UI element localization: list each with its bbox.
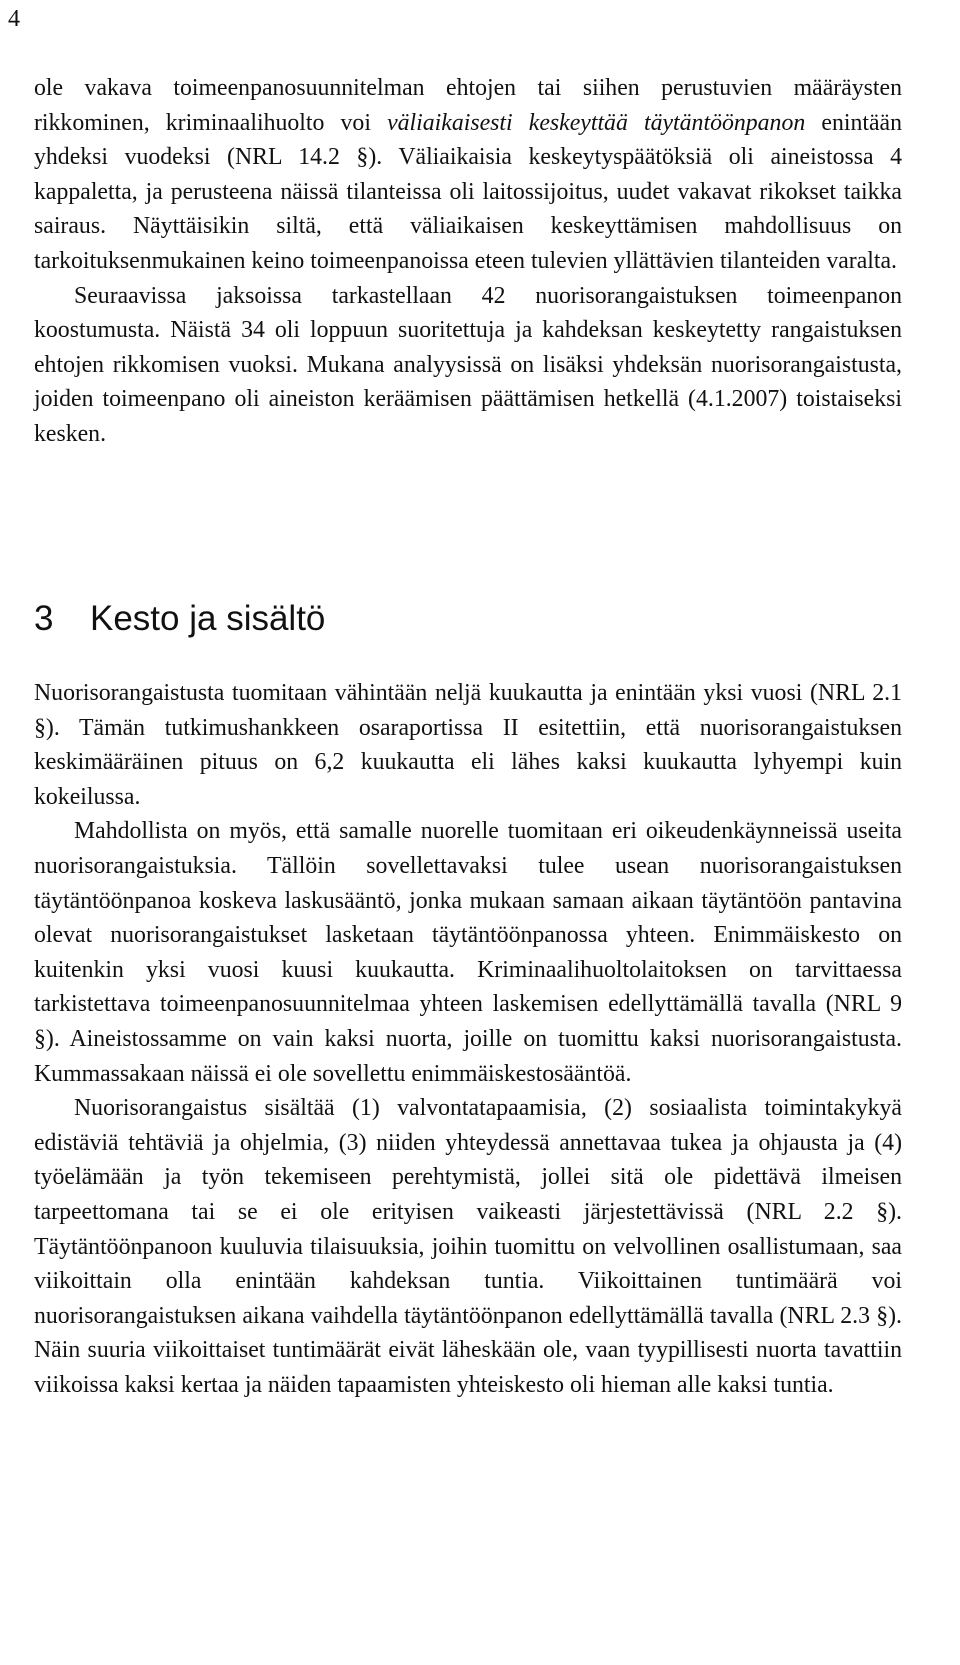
paragraph: Seuraavissa jaksoissa tarkastellaan 42 nuorisorangaistuksen toimeenpanon koostumusta. Näistä 34 oli loppuun suoritettuja ja kahdeksan keskeytetty rangaistuksen ehtojen rikkomisen vuoksi. Mukana analyysissä on lisäksi yhdeksän nuorisorangaistusta, joiden toimeenpano oli aineiston keräämisen päättämisen hetkellä (4.1.2007) toistaiseksi kesken. (34, 282, 902, 447)
paragraph-text: ole vakava toimeenpanosuunnitelman ehtojen tai siihen perustuvien määräysten rikkominen, kriminaalihuolto voi (34, 75, 902, 136)
section-number: 3 (34, 599, 54, 638)
paragraph: Mahdollista on myös, että samalle nuorelle tuomitaan eri oikeudenkäynneissä useita nuorisorangaistuksia. Tällöin sovellettavaksi tulee usean nuorisorangaistuksen täytäntöönpanoa koskeva laskusääntö, jonka mukaan samaan aikaan täytäntöön pantavina olevat nuorisorangaistukset lasketaan täytäntöönpanossa yhteen. Enimmäiskesto on kuitenkin yksi vuosi kuusi kuukautta. Kriminaalihuoltolaitoksen on tarvittaessa tarkistettava toimeenpanosuunnitelmaa yhteen laskemisen edellyttämällä tavalla (NRL 9 §). Aineistossamme on vain kaksi nuorta, joille on tuomittu kaksi nuorisorangaistusta. Kummassakaan näissä ei ole sovellettu enimmäiskestosääntöä. (34, 818, 902, 1087)
page-number: 4 (8, 6, 20, 32)
paragraph-text: enintään yhdeksi vuodeksi (NRL 14.2 §). Väliaikaisia keskeytyspäätöksiä oli aineistossa 4 kappaletta, ja perusteena näissä tilanteissa oli laitossijoitus, uudet vakavat rikokset taikka sairaus. Näyttäisikin siltä, että väliaikaisen keskeyttämisen mahdollisuus on tarkoituksenmukainen keino toimeenpanoissa eteen tulevien yllättävien tilanteiden varalta. (34, 109, 902, 274)
section-heading (34, 595, 325, 643)
bottom-text-block (34, 676, 902, 1402)
emphasized-text: väliaikaisesti keskeyttää täytäntöönpanon (387, 109, 806, 136)
paragraph (34, 71, 902, 279)
section-title: Kesto ja sisältö (90, 599, 326, 638)
paragraph: Nuorisorangaistus sisältää (1) valvontatapaamisia, (2) sosiaalista toimintakykyä edistäviä tehtäviä ja ohjelmia, (3) niiden yhteydessä annettavaa tukea ja ohjausta ja (4) työelämään ja työn tekemiseen perehtymistä, jollei sitä ole pidettävä ilmeisen tarpeettomana tai se ei ole erityisen vaikeasti järjestettävissä (NRL 2.2 §). Täytäntöönpanoon kuuluvia tilaisuuksia, joihin tuomittu on velvollinen osallistumaan, saa viikoittain olla enintään kahdeksan tuntia. Viikoittainen tuntimäärä voi nuorisorangaistuksen aikana vaihdella täytäntöönpanon edellyttämällä tavalla (NRL 2.3 §). Näin suuria viikoittaiset tuntimäärät eivät läheskään ole, vaan tyypillisesti nuorta tavattiin viikoissa kaksi kertaa ja näiden tapaamisten yhteiskesto oli hieman alle kaksi tuntia. (34, 1095, 902, 1398)
paragraph: Nuorisorangaistusta tuomitaan vähintään neljä kuukautta ja enintään yksi vuosi (NRL 2.1 §). Tämän tutkimushankkeen osaraportissa II esitettiin, että nuorisorangaistuksen keskimääräinen pituus on 6,2 kuukautta eli lähes kaksi kuukautta lyhyempi kuin kokeilussa. (34, 680, 902, 810)
top-text-block (34, 71, 902, 452)
